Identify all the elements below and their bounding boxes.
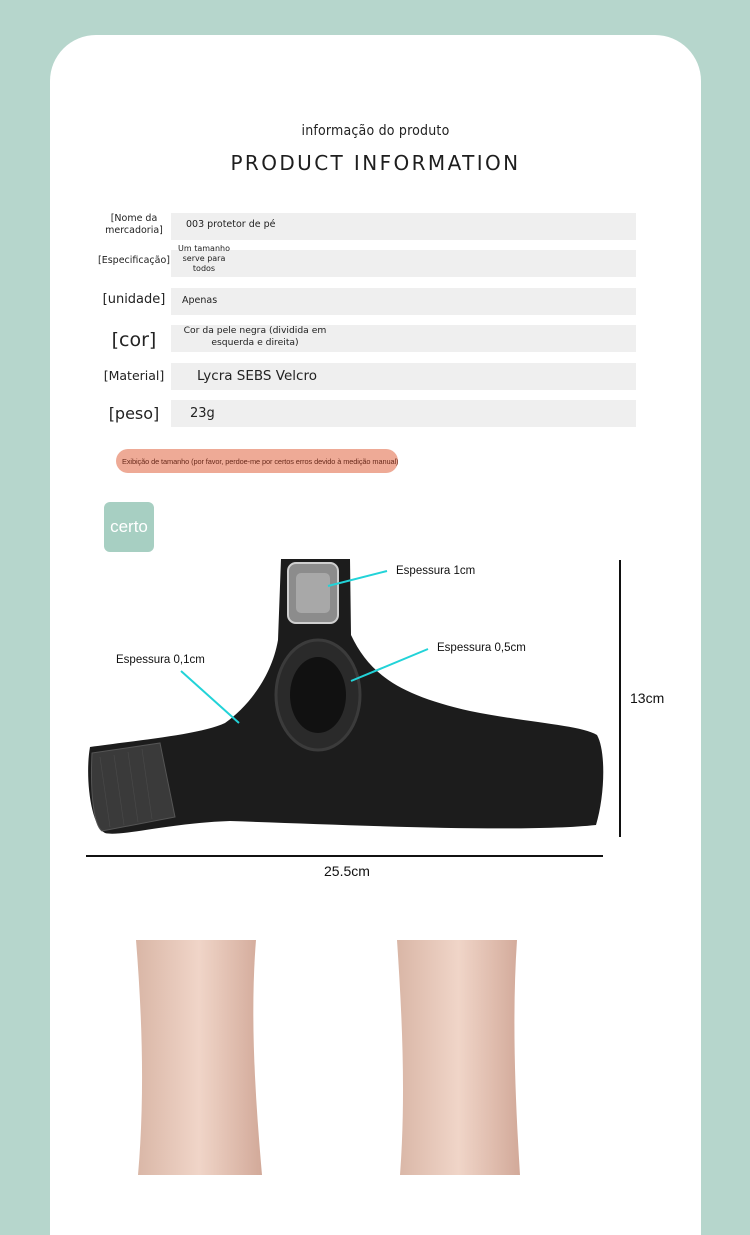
left-leg [136, 940, 262, 1175]
spec-label-name: [Nome da mercadoria] [105, 212, 163, 236]
annotation-strap: Espessura 0,1cm [116, 654, 205, 666]
dimension-width: 25.5cm [324, 863, 370, 879]
spec-value-name: 003 protetor de pé [186, 219, 276, 230]
spec-value-color: Cor da pele negra (dividida em esquerda e direita) [183, 325, 327, 348]
spec-value-weight: 23g [190, 406, 215, 421]
spec-value-specification: Um tamanho serve para todos [178, 244, 230, 273]
spec-value-material: Lycra SEBS Velcro [197, 368, 317, 384]
dimension-height: 13cm [630, 690, 665, 706]
tag-certo: certo [104, 502, 154, 552]
spec-label-material: [Material] [103, 367, 165, 383]
annotation-top-pad: Espessura 1cm [396, 565, 476, 577]
size-note-badge: Exibição de tamanho (por favor, perdoe-me por certos erros devido à medição manual) [116, 449, 398, 473]
product-info-card [50, 35, 701, 1235]
right-leg [397, 940, 520, 1175]
spec-value-unit: Apenas [182, 295, 218, 306]
subtitle-pt: informação do produto [301, 123, 450, 139]
spec-label-color: [cor] [111, 328, 157, 351]
spec-label-specification: [Especificação] [98, 254, 170, 266]
annotation-center-pad: Espessura 0,5cm [437, 642, 526, 654]
spec-label-unit: [unidade] [102, 291, 166, 307]
legs-photo [50, 35, 701, 1235]
spec-label-weight: [peso] [108, 403, 160, 423]
page-title: PRODUCT INFORMATION [230, 151, 521, 175]
